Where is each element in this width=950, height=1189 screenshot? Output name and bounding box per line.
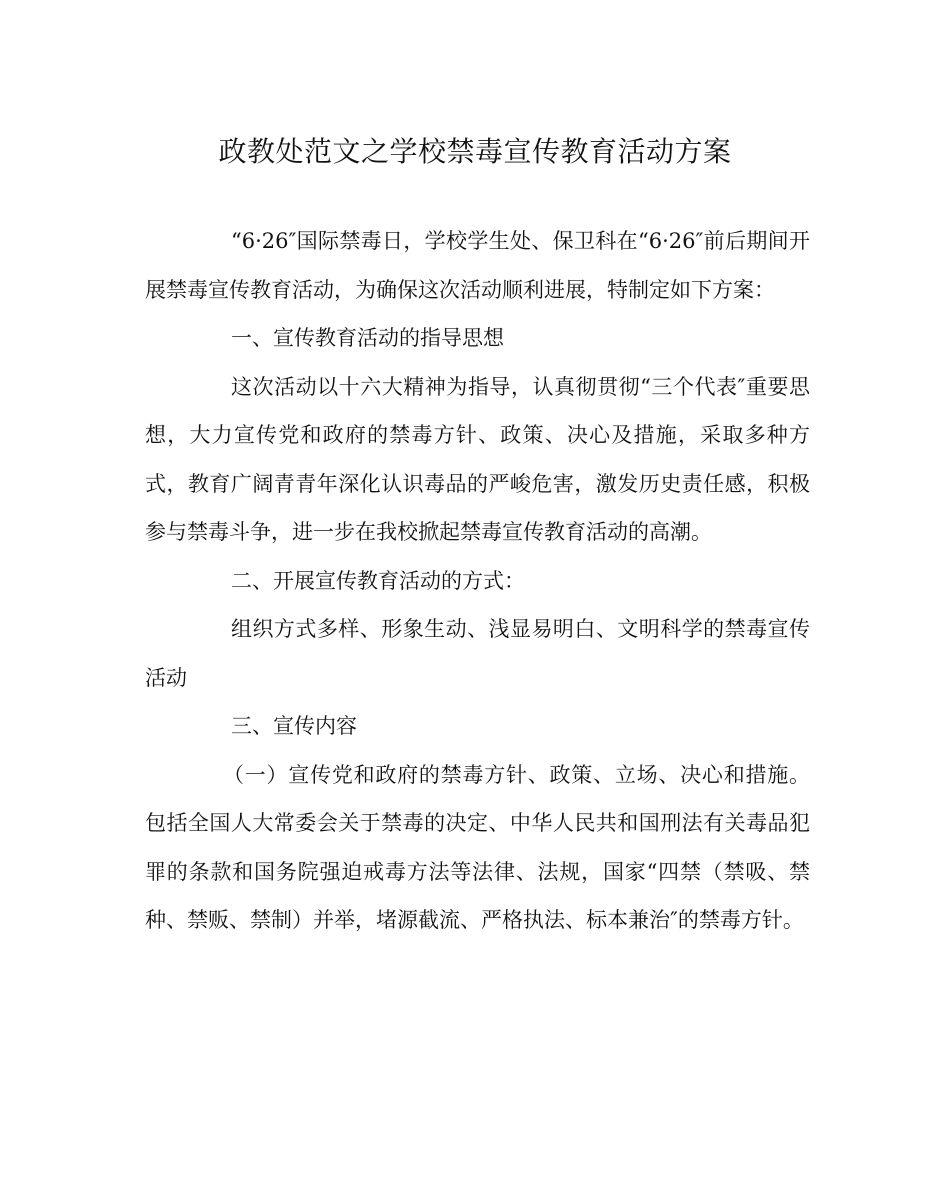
activity-methods-paragraph: 组织方式多样、形象生动、浅显易明白、文明科学的禁毒宣传活动 xyxy=(145,617,810,690)
document-title: 政教处范文之学校禁毒宣传教育活动方案 xyxy=(218,135,732,168)
document-body xyxy=(145,217,810,945)
publicity-content-item-1: （一）宣传党和政府的禁毒方针、政策、立场、决心和措施。包括全国人大常委会关于禁毒的决定、中华人民共和国刑法有关毒品犯罪的条款和国务院强迫戒毒方法等法律、法规，国家“四禁（禁吸、禁种、禁贩、禁制）并举，堵源截流、严格执法、标本兼治″的禁毒方针。 xyxy=(145,762,810,932)
guiding-ideology-paragraph: 这次活动以十六大精神为指导，认真彻贯彻“三个代表″重要思想，大力宣传党和政府的禁毒方针、政策、决心及措施，采取多种方式，教育广阔青青年深化认识毒品的严峻危害，激发历史责任感，积极参与禁毒斗争，进一步在我校掀起禁毒宣传教育活动的高潮。 xyxy=(145,374,810,544)
section-heading-publicity-content: 三、宣传内容 xyxy=(231,714,357,738)
intro-paragraph: “6·26″国际禁毒日，学校学生处、保卫科在“6·26″前后期间开展禁毒宣传教育活动，为确保这次活动顺利进展，特制定如下方案： xyxy=(145,229,810,302)
section-heading-activity-methods: 二、开展宣传教育活动的方式： xyxy=(231,568,525,593)
section-heading-guiding-ideology: 一、宣传教育活动的指导思想 xyxy=(231,326,504,350)
